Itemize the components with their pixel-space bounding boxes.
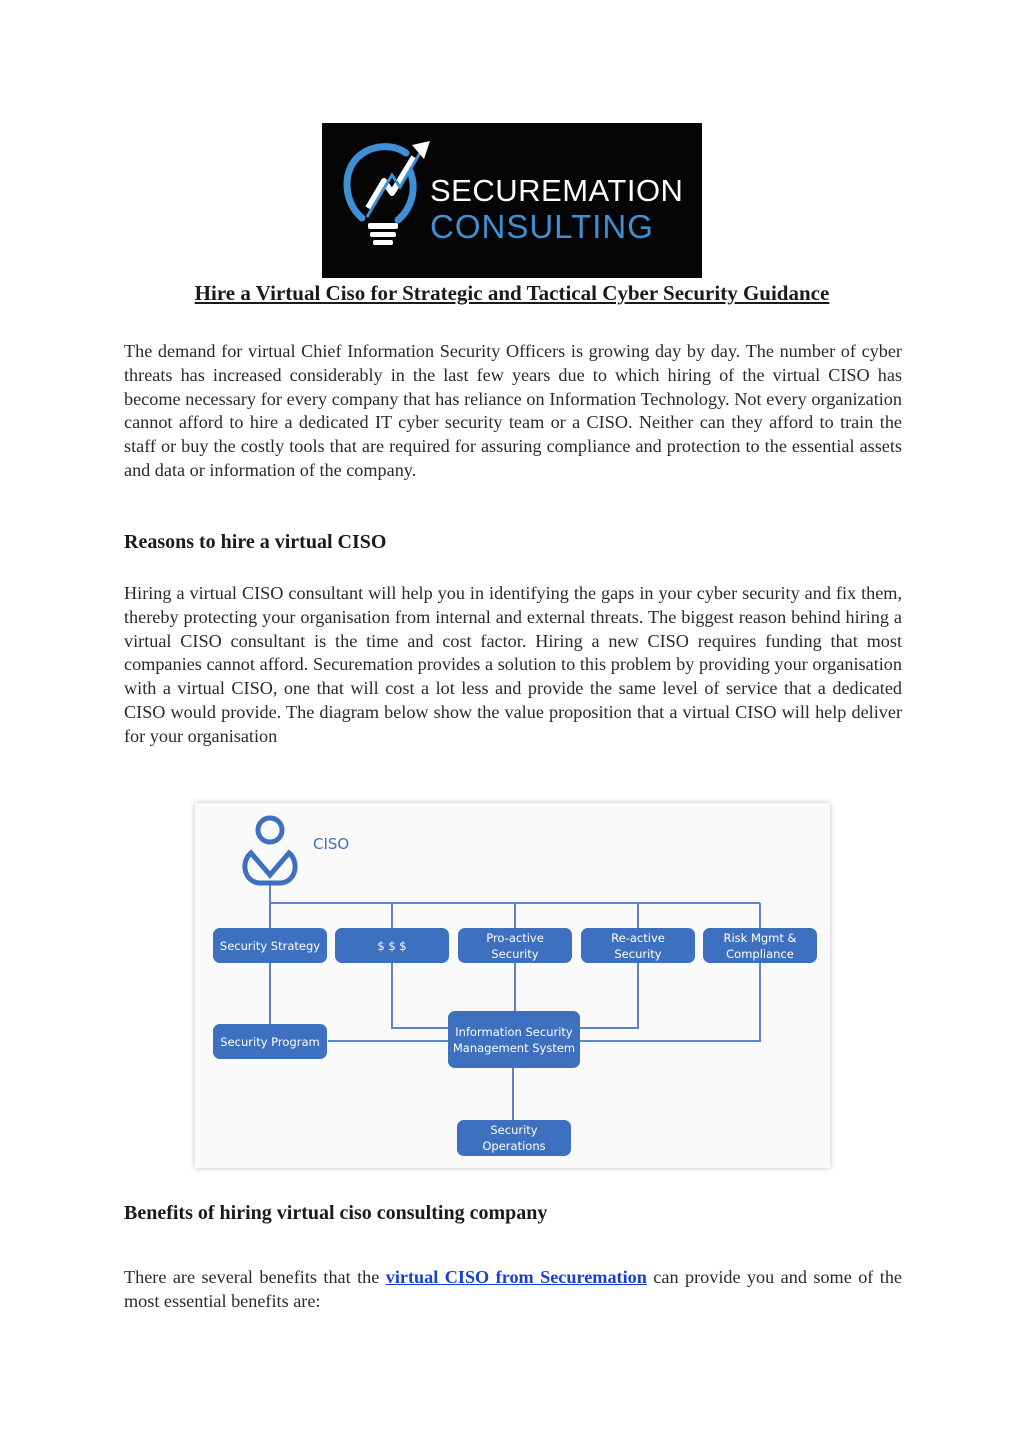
node-risk-compliance: Risk Mgmt & Compliance	[703, 928, 817, 963]
person-icon	[245, 818, 295, 883]
page-title: Hire a Virtual Ciso for Strategic and Tactical Cyber Security Guidance	[194, 281, 830, 305]
logo-text-primary: SECUREMATION	[430, 173, 684, 208]
logo-text-secondary: CONSULTING	[430, 208, 654, 245]
node-funding: $ $ $	[335, 928, 449, 963]
section-heading-benefits: Benefits of hiring virtual ciso consulting company	[124, 1202, 548, 1224]
node-reactive-security: Re-active Security	[581, 928, 695, 963]
benefits-text-start: There are several benefits that the	[124, 1267, 386, 1287]
node-isms: Information Security Management System	[448, 1011, 580, 1068]
ciso-label: CISO	[313, 835, 350, 853]
section-heading-reasons: Reasons to hire a virtual CISO	[124, 531, 387, 553]
node-security-operations: Security Operations	[457, 1120, 571, 1156]
virtual-ciso-link[interactable]: virtual CISO from Securemation	[385, 1267, 647, 1287]
node-security-strategy: Security Strategy	[213, 928, 327, 963]
node-proactive-security: Pro-active Security	[458, 928, 572, 963]
node-security-program: Security Program	[213, 1024, 327, 1059]
reasons-paragraph: Hiring a virtual CISO consultant will help you in identifying the gaps in your cyber security and fix them, thereby protecting your organisation from internal and external threats. The biggest reason behind hiring a virtual CISO consultant is the time and cost factor. Hiring a new CISO requires funding that most companies cannot afford. Securemation provides a solution to this problem by providing your organisation with a virtual CISO, one that will cost a lot less and provide the same level of service that a dedicated CISO would provide. The diagram below show the value proposition that a virtual CISO will help deliver for your organisation	[124, 583, 902, 746]
ciso-value-diagram	[195, 803, 830, 1168]
diagram-connectors	[195, 803, 830, 1168]
company-logo	[322, 123, 702, 278]
intro-paragraph: The demand for virtual Chief Information Security Officers is growing day by day. The number of cyber threats has increased considerably in the last few years due to which hiring of the virtual CISO has become necessary for every company that has reliance on Information Technology. Not every organization cannot afford to hire a dedicated IT cyber security team or a CISO. Neither can they afford to train the staff or buy the costly tools that are required for assuring compliance and protection to the essential assets and data or information of the company.	[124, 341, 902, 480]
benefits-text-end: can provide you and some of the most essential benefits are:	[124, 1267, 902, 1311]
benefits-paragraph	[124, 1266, 902, 1314]
